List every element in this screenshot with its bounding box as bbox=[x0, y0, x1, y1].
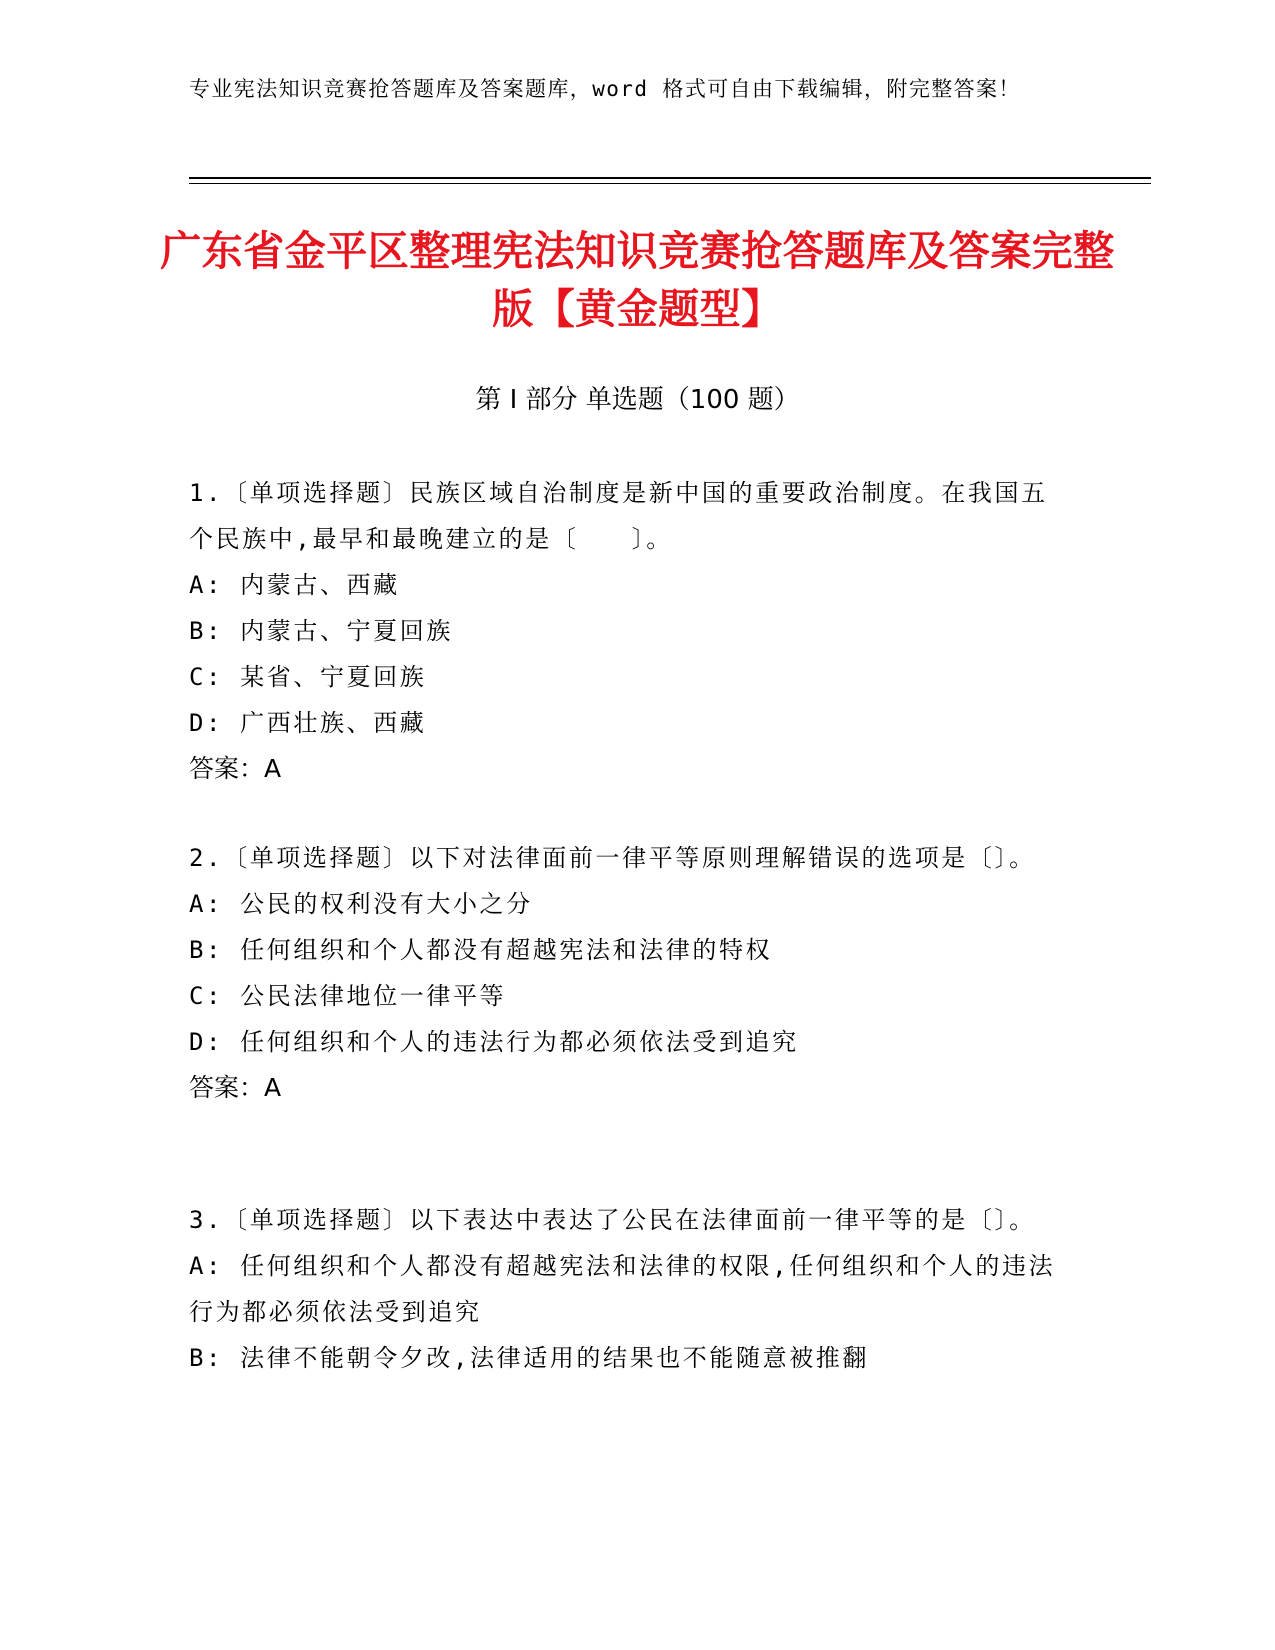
option-b: B: 内蒙古、宁夏回族 bbox=[189, 617, 453, 645]
document-title: 广东省金平区整理宪法知识竞赛抢答题库及答案完整版【黄金题型】 bbox=[160, 227, 1115, 333]
question-2 bbox=[189, 835, 1069, 1111]
option-b: B: 任何组织和个人都没有超越宪法和法律的特权 bbox=[189, 936, 773, 964]
header-rule-thick bbox=[189, 177, 1151, 179]
header-note: 专业宪法知识竞赛抢答题库及答案题库，word 格式可自由下载编辑，附完整答案！ bbox=[189, 77, 1021, 101]
answer: 答案：A bbox=[189, 754, 282, 783]
question-stem: 1.〔单项选择题〕民族区域自治制度是新中国的重要政治制度。在我国五个民族中,最早和最晚建立的是〔 〕。 bbox=[189, 479, 1048, 553]
question-1 bbox=[189, 470, 1069, 792]
option-a: A: 任何组织和个人都没有超越宪法和法律的权限,任何组织和个人的违法行为都必须依法受到追究 bbox=[189, 1252, 1056, 1326]
option-d: D: 任何组织和个人的违法行为都必须依法受到追究 bbox=[189, 1028, 799, 1056]
question-stem: 3.〔单项选择题〕以下表达中表达了公民在法律面前一律平等的是〔〕。 bbox=[189, 1206, 1036, 1234]
option-c: C: 某省、宁夏回族 bbox=[189, 663, 427, 691]
question-stem: 2.〔单项选择题〕以下对法律面前一律平等原则理解错误的选项是〔〕。 bbox=[189, 844, 1036, 872]
option-d: D: 广西壮族、西藏 bbox=[189, 709, 427, 737]
option-a: A: 内蒙古、西藏 bbox=[189, 571, 400, 599]
question-3 bbox=[189, 1197, 1069, 1381]
option-a: A: 公民的权利没有大小之分 bbox=[189, 890, 533, 918]
option-c: C: 公民法律地位一律平等 bbox=[189, 982, 507, 1010]
header-rule-thin bbox=[189, 183, 1151, 184]
section-heading: 第 I 部分 单选题（100 题） bbox=[475, 385, 800, 415]
option-b: B: 法律不能朝令夕改,法律适用的结果也不能随意被推翻 bbox=[189, 1344, 869, 1372]
answer: 答案：A bbox=[189, 1073, 282, 1102]
